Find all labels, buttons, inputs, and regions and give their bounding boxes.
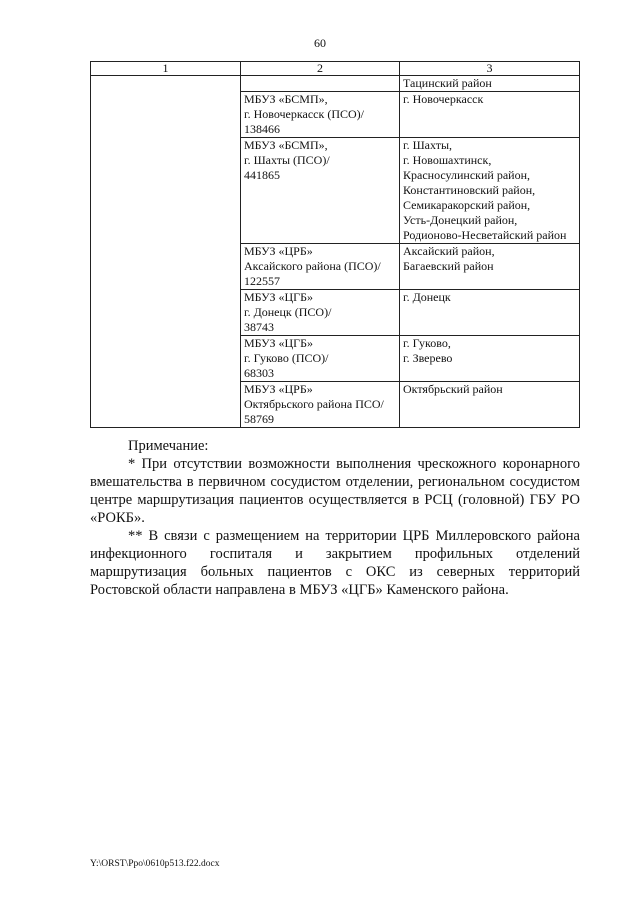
territory-line: г. Новочеркасск (403, 92, 484, 106)
column-header-1: 1 (91, 62, 241, 76)
territory-line: Красносулинский район, (403, 168, 531, 182)
territory-cell (400, 244, 580, 290)
table-row-continuation (91, 76, 580, 92)
territory-line: г. Зверево (403, 351, 453, 365)
institution-line: 38743 (244, 320, 274, 334)
territory-line: г. Новошахтинск, (403, 153, 492, 167)
territory-cell (400, 76, 580, 92)
institution-line: Октябрьского района ПСО/ (244, 397, 384, 411)
institution-line: г. Донецк (ПСО)/ (244, 305, 332, 319)
note-paragraph-2: ** В связи с размещением на территории ЦРБ Миллеровского района инфекционного госпиталя и закрытием профильных отделений маршрутизация больных пациентов с ОКС из северных территорий Ростовской области направлена в МБУЗ «ЦГБ» Каменского района. (90, 528, 580, 598)
territory-line: Константиновский район, (403, 183, 536, 197)
note-paragraph-1: * При отсутствии возможности выполнения чрескожного коронарного вмешательства в первичном сосудистом отделении, региональном сосудистом центре маршрутизация пациентов осуществляется в РСЦ (головной) ГБУ РО «РОКБ». (90, 456, 580, 526)
territory-cell (400, 138, 580, 244)
column-header-2: 2 (241, 62, 400, 76)
institution-line: 58769 (244, 412, 274, 426)
column-header-3: 3 (400, 62, 580, 76)
territory-line: г. Донецк (403, 290, 451, 304)
territory-line: Тацинский район (403, 76, 492, 90)
institution-line: 138466 (244, 122, 280, 136)
territory-cell (400, 336, 580, 382)
institution-line: Аксайского района (ПСО)/ (244, 259, 381, 273)
institution-line: МБУЗ «ЦГБ» (244, 336, 313, 350)
territory-cell (400, 290, 580, 336)
territory-cell (400, 92, 580, 138)
merged-column-1-cell (91, 76, 241, 428)
territory-line: Аксайский район, (403, 244, 495, 258)
territory-line: г. Шахты, (403, 138, 453, 152)
institution-cell (241, 244, 400, 290)
routing-table (90, 61, 580, 428)
institution-line: МБУЗ «ЦРБ» (244, 244, 313, 258)
territory-line: Октябрьский район (403, 382, 503, 396)
institution-line: г. Гуково (ПСО)/ (244, 351, 329, 365)
institution-line: МБУЗ «БСМП», (244, 92, 328, 106)
institution-line: г. Новочеркасск (ПСО)/ (244, 107, 364, 121)
institution-line: МБУЗ «БСМП», (244, 138, 328, 152)
note-section (90, 437, 580, 599)
territory-cell (400, 382, 580, 428)
institution-cell (241, 336, 400, 382)
institution-line: г. Шахты (ПСО)/ (244, 153, 330, 167)
territory-line: Багаевский район (403, 259, 494, 273)
institution-line: 122557 (244, 274, 280, 288)
note-heading: Примечание: (128, 438, 209, 454)
institution-line: 441865 (244, 168, 280, 182)
institution-line: МБУЗ «ЦГБ» (244, 290, 313, 304)
institution-cell (241, 138, 400, 244)
institution-cell (241, 382, 400, 428)
institution-cell (241, 92, 400, 138)
institution-cell (241, 76, 400, 92)
table-header-row (91, 62, 580, 76)
territory-line: г. Гуково, (403, 336, 451, 350)
territory-line: Усть-Донецкий район, (403, 213, 518, 227)
territory-line: Родионово-Несветайский район (403, 228, 567, 242)
institution-cell (241, 290, 400, 336)
territory-line: Семикаракорский район, (403, 198, 531, 212)
institution-line: МБУЗ «ЦРБ» (244, 382, 313, 396)
institution-line: 68303 (244, 366, 274, 380)
page-number: 60 (314, 36, 326, 50)
footer-file-path: Y:\ORST\Ppo\0610p513.f22.docx (90, 859, 220, 869)
